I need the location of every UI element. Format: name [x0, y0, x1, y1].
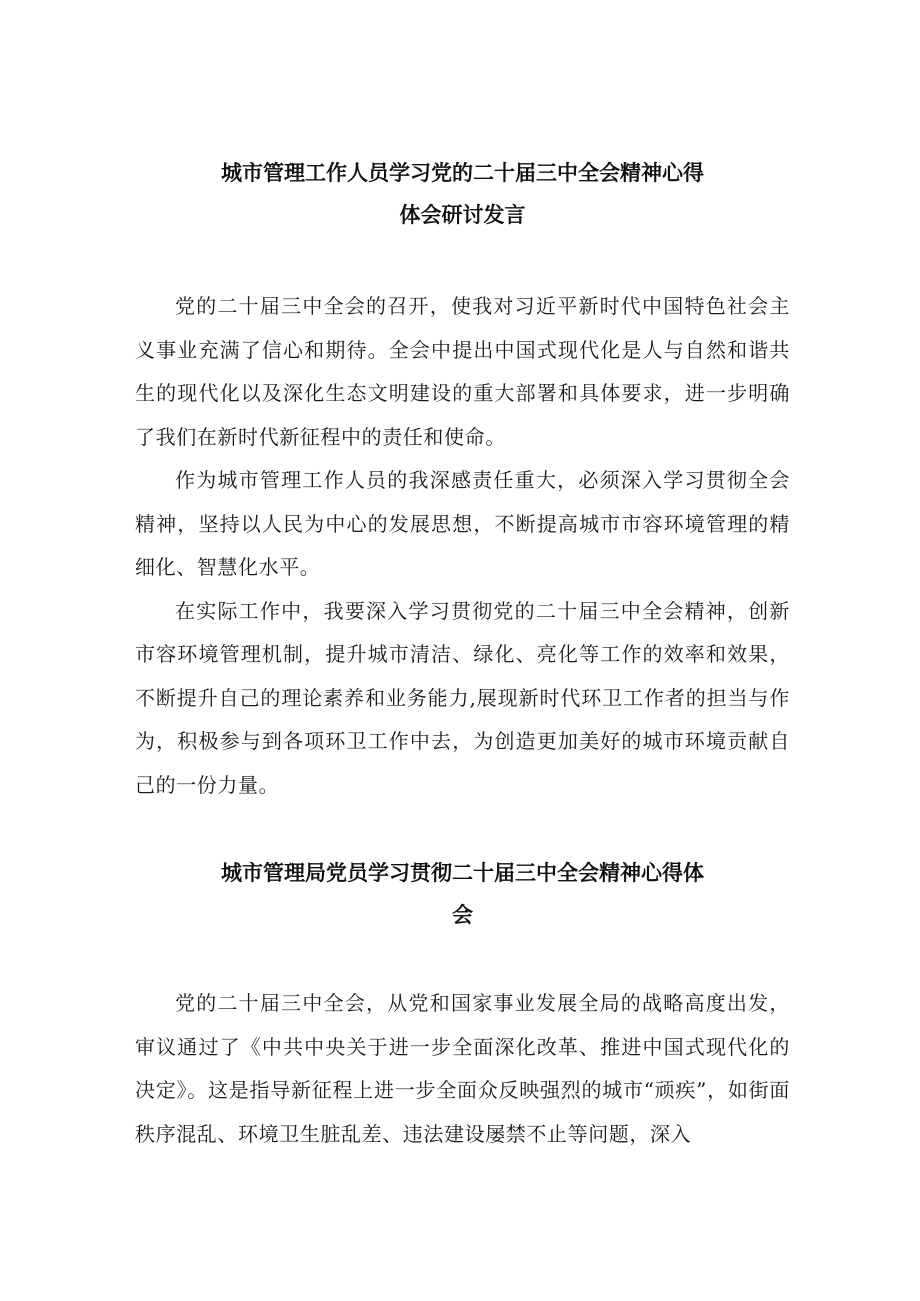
section-1-paragraph-3: 在实际工作中，我要深入学习贯彻党的二十届三中全会精神，创新市容环境管理机制，提升城市清洁、绿化、亮化等工作的效率和效果，不断提升自己的理论素养和业务能力,展现新时代环卫工作者的担当与作为，积极参与到各项环卫工作中去，为创造更加美好的城市环境贡献自己的一份力量。 — [135, 598, 790, 797]
section-1-title-line-1: 城市管理工作人员学习党的二十届三中全会精神心得 — [221, 161, 704, 185]
section-2-title-line-1: 城市管理局党员学习贯彻二十届三中全会精神心得体 — [221, 861, 704, 885]
section-1-heading — [135, 152, 790, 236]
section-2-title — [135, 852, 790, 936]
section-1-paragraph-1: 党的二十届三中全会的召开，使我对习近平新时代中国特色社会主义事业充满了信心和期待。全会中提出中国式现代化是人与自然和谐共生的现代化以及深化生态文明建设的重大部署和具体要求，进一步明确了我们在新时代新征程中的责任和使命。 — [135, 294, 790, 449]
section-1-body — [135, 285, 790, 807]
section-2-paragraph-1: 党的二十届三中全会，从党和国家事业发展全局的战略高度出发，审议通过了《中共中央关于进一步全面深化改革、推进中国式现代化的决定》。这是指导新征程上进一步全面众反映强烈的城市“顽疾”，如街面秩序混乱、环境卫生脏乱差、违法建设屡禁不止等问题，深入 — [135, 991, 790, 1146]
section-2-body — [135, 982, 790, 1156]
section-2-heading — [135, 852, 790, 936]
section-1-title-line-2: 体会研讨发言 — [399, 203, 526, 227]
section-1-title — [135, 152, 790, 236]
section-2-title-line-2: 会 — [452, 903, 473, 927]
section-1-paragraph-2: 作为城市管理工作人员的我深感责任重大，必须深入学习贯彻全会精神，坚持以人民为中心的发展思想，不断提高城市市容环境管理的精细化、智慧化水平。 — [135, 468, 790, 579]
